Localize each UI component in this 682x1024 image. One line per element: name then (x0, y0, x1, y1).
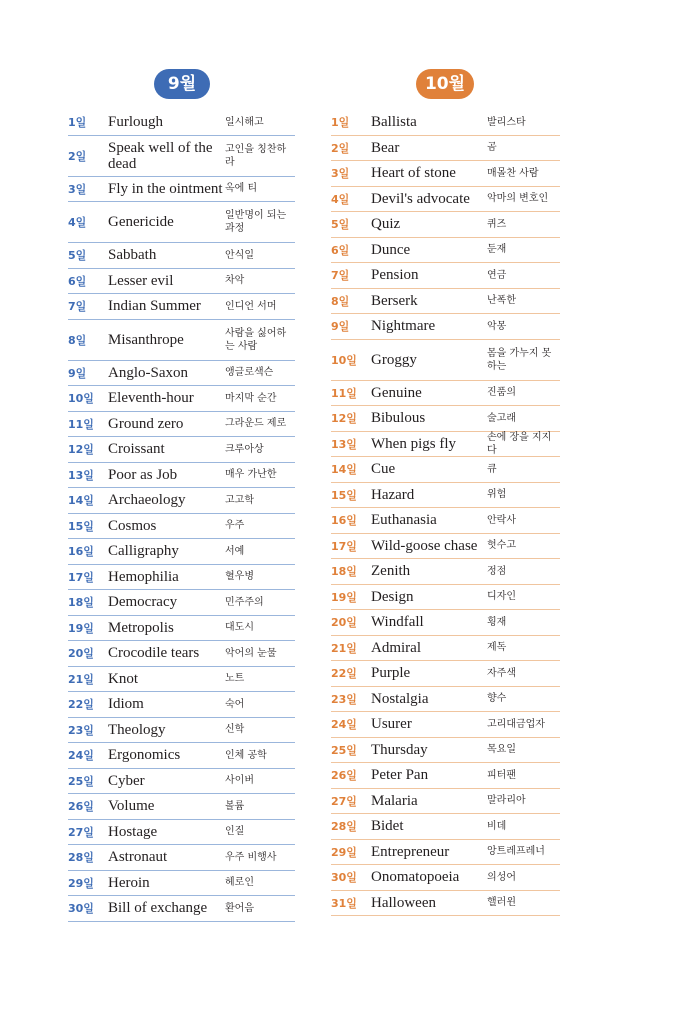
korean-meaning: 말라리아 (487, 795, 526, 807)
korean-meaning: 디자인 (487, 591, 516, 603)
list-item (68, 692, 295, 718)
korean-meaning: 마지막 순간 (225, 392, 277, 404)
english-word: Democracy (108, 594, 178, 611)
list-item (331, 340, 560, 381)
list-item (68, 667, 295, 693)
day-label: 9일 (331, 320, 350, 334)
english-word: Eleventh-hour (108, 390, 194, 407)
list-item (68, 110, 295, 136)
korean-meaning: 손에 장을 지지다 (487, 431, 552, 456)
english-word: Hemophilia (108, 568, 179, 585)
english-word: Purple (371, 665, 411, 682)
list-item (68, 202, 295, 243)
list-item (68, 412, 295, 438)
korean-meaning: 신학 (225, 724, 245, 736)
list-item (331, 534, 560, 560)
korean-meaning: 인디언 서머 (225, 300, 277, 312)
day-label: 10일 (331, 353, 357, 367)
korean-meaning: 목요일 (487, 744, 516, 756)
english-word: Zenith (371, 563, 411, 580)
list-item (331, 865, 560, 891)
list-item (68, 845, 295, 871)
english-word: Bill of exchange (108, 900, 208, 917)
day-label: 20일 (68, 647, 94, 661)
list-item (331, 238, 560, 264)
english-word: Croissant (108, 441, 165, 458)
korean-meaning: 숙어 (225, 698, 245, 710)
day-label: 29일 (331, 845, 357, 859)
english-word: Calligraphy (108, 543, 179, 560)
list-item (331, 891, 560, 917)
day-label: 28일 (68, 851, 94, 865)
korean-meaning: 횡재 (487, 616, 507, 628)
day-label: 30일 (68, 902, 94, 916)
day-label: 5일 (68, 249, 87, 263)
list-item (68, 820, 295, 846)
list-item (331, 508, 560, 534)
list-item (68, 361, 295, 387)
english-word: Heart of stone (371, 165, 456, 182)
korean-meaning: 피터팬 (487, 769, 516, 781)
english-word: Nightmare (371, 318, 436, 335)
day-label: 14일 (68, 494, 94, 508)
list-item (331, 136, 560, 162)
korean-meaning: 사이버 (225, 775, 254, 787)
day-label: 10일 (68, 392, 94, 406)
october-list (331, 110, 560, 916)
list-item (68, 718, 295, 744)
day-label: 24일 (331, 718, 357, 732)
korean-meaning: 고인을 칭찬하라 (225, 143, 287, 168)
list-item (68, 871, 295, 897)
list-item (331, 212, 560, 238)
list-item (68, 463, 295, 489)
korean-meaning: 사람을 싫어하는 사람 (225, 327, 287, 352)
list-item (331, 585, 560, 611)
list-item (331, 187, 560, 213)
list-item (68, 794, 295, 820)
english-word: Genuine (371, 384, 422, 401)
korean-meaning: 난폭한 (487, 295, 516, 307)
day-label: 15일 (68, 519, 94, 533)
english-word: Hostage (108, 823, 158, 840)
list-item (331, 161, 560, 187)
korean-meaning: 악몽 (487, 320, 507, 332)
korean-meaning: 민주주의 (225, 596, 264, 608)
day-label: 7일 (68, 300, 87, 314)
english-word: Berserk (371, 292, 418, 309)
english-word: Cosmos (108, 517, 157, 534)
day-label: 5일 (331, 218, 350, 232)
day-label: 3일 (331, 167, 350, 181)
korean-meaning: 둔재 (487, 244, 507, 256)
english-word: Windfall (371, 614, 424, 631)
english-word: Ballista (371, 114, 417, 131)
english-word: Fly in the ointment (108, 180, 223, 197)
english-word: Ergonomics (108, 747, 181, 764)
day-label: 19일 (331, 590, 357, 604)
day-label: 12일 (68, 443, 94, 457)
korean-meaning: 제독 (487, 642, 507, 654)
list-item (68, 590, 295, 616)
day-label: 16일 (68, 545, 94, 559)
english-word: Euthanasia (371, 512, 437, 529)
english-word: Speak well of the dead (108, 139, 213, 172)
korean-meaning: 안락사 (487, 514, 516, 526)
korean-meaning: 악어의 눈물 (225, 647, 277, 659)
day-label: 21일 (331, 641, 357, 655)
list-item (68, 539, 295, 565)
day-label: 11일 (331, 386, 357, 400)
list-item (68, 437, 295, 463)
list-item (331, 738, 560, 764)
korean-meaning: 고고학 (225, 494, 254, 506)
list-item (331, 687, 560, 713)
english-word: Quiz (371, 216, 401, 233)
english-word: Furlough (108, 114, 164, 131)
korean-meaning: 앙트레프레너 (487, 846, 545, 858)
english-word: Peter Pan (371, 767, 429, 784)
list-item (68, 565, 295, 591)
korean-meaning: 볼륨 (225, 800, 245, 812)
list-item (68, 743, 295, 769)
day-label: 23일 (68, 723, 94, 737)
korean-meaning: 매몰찬 사람 (487, 167, 539, 179)
day-label: 6일 (331, 243, 350, 257)
list-item (68, 269, 295, 295)
korean-meaning: 비데 (487, 820, 507, 832)
list-item (68, 641, 295, 667)
english-word: Dunce (371, 241, 411, 258)
english-word: Anglo-Saxon (108, 364, 188, 381)
list-item (331, 406, 560, 432)
english-word: Knot (108, 670, 138, 687)
october-badge: 10월 (416, 69, 474, 99)
day-label: 30일 (331, 871, 357, 885)
day-label: 8일 (68, 333, 87, 347)
korean-meaning: 혈우병 (225, 571, 254, 583)
korean-meaning: 일반명이 되는 과정 (225, 210, 287, 234)
korean-meaning: 진품의 (487, 387, 516, 399)
day-label: 20일 (331, 616, 357, 630)
english-word: Hazard (371, 486, 415, 503)
day-label: 16일 (331, 514, 357, 528)
english-word: Wild-goose chase (371, 537, 478, 554)
list-item (68, 243, 295, 269)
korean-meaning: 노트 (225, 673, 245, 685)
day-label: 18일 (68, 596, 94, 610)
day-label: 6일 (68, 274, 87, 288)
day-label: 2일 (331, 141, 350, 155)
korean-meaning: 우주 비행사 (225, 851, 277, 863)
korean-meaning: 그라운드 제로 (225, 418, 287, 430)
day-label: 26일 (68, 800, 94, 814)
english-word: Bidet (371, 818, 404, 835)
day-label: 2일 (68, 149, 87, 163)
list-item (331, 289, 560, 315)
english-word: Bear (371, 139, 400, 156)
korean-meaning: 발리스타 (487, 116, 526, 128)
list-item (331, 381, 560, 407)
korean-meaning: 향수 (487, 693, 507, 705)
korean-meaning: 일시해고 (225, 116, 264, 128)
english-word: Devil's advocate (371, 190, 470, 207)
list-item (331, 110, 560, 136)
english-word: Pension (371, 267, 419, 284)
english-word: Indian Summer (108, 298, 201, 315)
day-label: 4일 (331, 192, 350, 206)
korean-meaning: 의성어 (487, 871, 516, 883)
list-item (68, 294, 295, 320)
list-item (331, 314, 560, 340)
english-word: Bibulous (371, 410, 426, 427)
list-item (331, 763, 560, 789)
english-word: Astronaut (108, 849, 168, 866)
korean-meaning: 크루아상 (225, 443, 264, 455)
english-word: Poor as Job (108, 466, 178, 483)
english-word: Usurer (371, 716, 412, 733)
korean-meaning: 악마의 변호인 (487, 193, 549, 205)
day-label: 21일 (68, 672, 94, 686)
english-word: Nostalgia (371, 690, 429, 707)
korean-meaning: 핼러윈 (487, 897, 516, 909)
korean-meaning: 정점 (487, 565, 507, 577)
english-word: Genericide (108, 214, 174, 230)
english-word: Idiom (108, 696, 144, 713)
list-item (331, 559, 560, 585)
day-label: 14일 (331, 463, 357, 477)
day-label: 1일 (68, 116, 87, 130)
list-item (68, 616, 295, 642)
day-label: 25일 (331, 743, 357, 757)
list-item (68, 136, 295, 177)
day-label: 3일 (68, 182, 87, 196)
day-label: 24일 (68, 749, 94, 763)
korean-meaning: 연금 (487, 269, 507, 281)
list-item (68, 896, 295, 922)
english-word: Misanthrope (108, 331, 184, 348)
korean-meaning: 큐 (487, 463, 497, 475)
english-word: Crocodile tears (108, 645, 200, 662)
day-label: 13일 (68, 468, 94, 482)
korean-meaning: 환어음 (225, 902, 254, 914)
english-word: Entrepreneur (371, 843, 450, 860)
list-item (331, 636, 560, 662)
day-label: 17일 (68, 570, 94, 584)
korean-meaning: 고리대금업자 (487, 718, 545, 730)
korean-meaning: 위험 (487, 489, 507, 501)
day-label: 18일 (331, 565, 357, 579)
korean-meaning: 우주 (225, 520, 245, 532)
day-label: 27일 (68, 825, 94, 839)
list-item (331, 432, 560, 458)
list-item (68, 769, 295, 795)
list-item (331, 263, 560, 289)
day-label: 22일 (331, 667, 357, 681)
english-word: Halloween (371, 894, 436, 911)
korean-meaning: 대도시 (225, 622, 254, 634)
day-label: 27일 (331, 794, 357, 808)
english-word: When pigs fly (371, 435, 456, 452)
day-label: 15일 (331, 488, 357, 502)
list-item (331, 661, 560, 687)
english-word: Archaeology (108, 492, 186, 509)
list-item (331, 483, 560, 509)
list-item (331, 814, 560, 840)
korean-meaning: 헤로인 (225, 877, 254, 889)
english-word: Groggy (371, 351, 417, 368)
korean-meaning: 매우 가난한 (225, 469, 277, 481)
list-item (331, 457, 560, 483)
day-label: 9일 (68, 366, 87, 380)
english-word: Theology (108, 721, 166, 738)
korean-meaning: 옥에 티 (225, 183, 258, 195)
list-item (331, 712, 560, 738)
day-label: 11일 (68, 417, 94, 431)
english-word: Ground zero (108, 415, 184, 432)
day-label: 19일 (68, 621, 94, 635)
list-item (331, 840, 560, 866)
list-item (68, 177, 295, 203)
english-word: Cue (371, 461, 396, 478)
korean-meaning: 앵글로색슨 (225, 367, 274, 379)
list-item (331, 610, 560, 636)
english-word: Onomatopoeia (371, 869, 460, 886)
english-word: Metropolis (108, 619, 174, 636)
english-word: Design (371, 588, 414, 605)
day-label: 12일 (331, 412, 357, 426)
day-label: 25일 (68, 774, 94, 788)
day-label: 17일 (331, 539, 357, 553)
english-word: Thursday (371, 741, 428, 758)
list-item (68, 488, 295, 514)
korean-meaning: 몸을 가누지 못하는 (487, 347, 552, 372)
korean-meaning: 인질 (225, 826, 245, 838)
korean-meaning: 안식일 (225, 249, 254, 261)
list-item (331, 789, 560, 815)
english-word: Admiral (371, 639, 421, 656)
korean-meaning: 술고래 (487, 412, 516, 424)
english-word: Malaria (371, 792, 418, 809)
day-label: 13일 (331, 437, 357, 451)
day-label: 29일 (68, 876, 94, 890)
day-label: 31일 (331, 896, 357, 910)
day-label: 8일 (331, 294, 350, 308)
list-item (68, 514, 295, 540)
korean-meaning: 인체 공학 (225, 749, 267, 761)
korean-meaning: 퀴즈 (487, 218, 507, 230)
day-label: 4일 (68, 216, 87, 229)
day-label: 22일 (68, 698, 94, 712)
day-label: 23일 (331, 692, 357, 706)
list-item (68, 386, 295, 412)
day-label: 28일 (331, 820, 357, 834)
september-list (68, 110, 295, 922)
korean-meaning: 곰 (487, 142, 497, 154)
korean-meaning: 헛수고 (487, 540, 516, 552)
korean-meaning: 서예 (225, 545, 245, 557)
list-item (68, 320, 295, 361)
korean-meaning: 자주색 (487, 667, 516, 679)
english-word: Cyber (108, 772, 145, 789)
english-word: Sabbath (108, 247, 157, 264)
day-label: 26일 (331, 769, 357, 783)
english-word: Lesser evil (108, 272, 174, 289)
korean-meaning: 차악 (225, 275, 245, 287)
day-label: 7일 (331, 269, 350, 283)
english-word: Heroin (108, 874, 150, 891)
english-word: Volume (108, 798, 155, 815)
september-badge: 9월 (154, 69, 210, 99)
day-label: 1일 (331, 116, 350, 130)
